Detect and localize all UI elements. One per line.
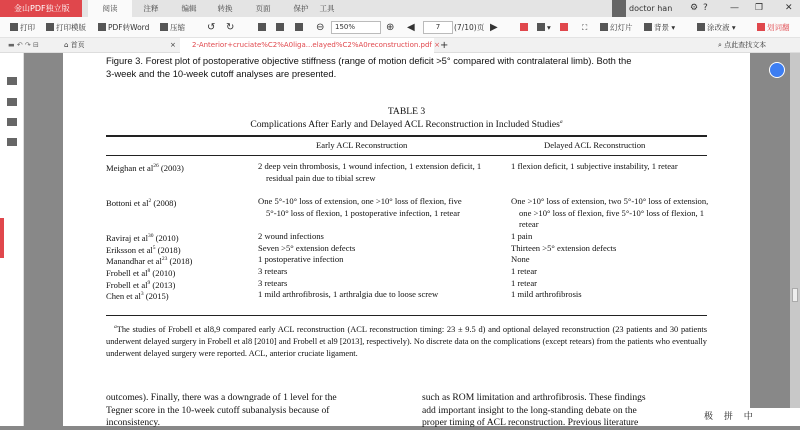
annotation-icon[interactable]: [7, 118, 17, 126]
table-cell-delayed: One >10° loss of extension, two 5°-10° loss of extension, one >10° loss of flexion, five 5°-10° loss of flexion, 1 retear: [511, 196, 709, 230]
study-year: (2013): [150, 279, 176, 290]
tab-home-label: 首页: [70, 41, 85, 49]
menu-tools[interactable]: 工具: [319, 4, 335, 13]
table-cell-delayed: 1 pain: [511, 231, 533, 241]
study-year: (2018): [155, 244, 181, 255]
table-cell-early: 1 mild arthrofibrosis, 1 arthralgia due to loose screw: [258, 289, 439, 299]
background-label: 背景: [654, 23, 669, 32]
menu-read[interactable]: 阅读: [88, 0, 132, 17]
word-icon: [98, 23, 106, 31]
figure-caption-cont: 3-week and the 10-week cutoff analyses are presented.: [106, 68, 337, 79]
table-cell-delayed: Thirteen >5° extension defects: [511, 243, 617, 253]
column-header-early: Early ACL Reconstruction: [316, 140, 408, 150]
prev-page-icon[interactable]: ◀: [407, 22, 415, 33]
red-page-icon[interactable]: [520, 17, 530, 38]
fit-width-icon[interactable]: [276, 17, 286, 38]
compress-button[interactable]: [160, 17, 185, 38]
table-bottom-rule: [106, 315, 707, 316]
vertical-scrollbar[interactable]: [790, 53, 800, 426]
app-brand-menu[interactable]: 金山PDF独立版: [0, 0, 82, 17]
body-right-line: add important insight to the long-standing debate on the: [422, 404, 637, 416]
zoom-in-icon[interactable]: ⊕: [386, 22, 395, 33]
table-top-rule: [106, 135, 707, 137]
table-cell-early: 2 deep vein thrombosis, 1 wound infection, 1 extension deficit, 1 residual pain due to tibial screw: [258, 161, 482, 183]
rotate-left-icon[interactable]: ↺: [207, 22, 216, 33]
zoom-out-icon[interactable]: ⊖: [316, 22, 325, 33]
study-year: (2008): [151, 197, 177, 208]
table-footnote: [106, 322, 707, 360]
study-name: Meighan et al: [106, 162, 154, 173]
title-bar: [0, 0, 800, 17]
settings-icon[interactable]: ⚙: [690, 3, 699, 13]
eraser-label: 涂改液: [707, 23, 730, 32]
next-page-icon[interactable]: ▶: [490, 22, 498, 33]
slideshow-button[interactable]: [600, 17, 633, 38]
body-right-column: [422, 392, 646, 430]
study-name: Bottoni et al: [106, 197, 149, 208]
print-label: 打印: [20, 23, 35, 32]
study-ref: 8: [147, 268, 151, 274]
page-number-input[interactable]: 7: [423, 21, 453, 34]
menu-page[interactable]: 页面: [255, 4, 271, 13]
print-template-button[interactable]: [46, 17, 86, 38]
close-home-tab-icon[interactable]: ×: [170, 41, 176, 49]
pdf-page: [63, 53, 750, 426]
column-header-delayed: Delayed ACL Reconstruction: [544, 140, 646, 150]
rotate-right-icon[interactable]: ↻: [226, 22, 235, 33]
open-folder-icon[interactable]: ▬ ↶ ↷ ⊟: [8, 41, 39, 49]
study-year: (2010): [153, 232, 179, 243]
table-cell-early: Seven >5° extension defects: [258, 243, 356, 253]
convert-icon[interactable]: [7, 138, 17, 146]
translate-label: 划词翻: [767, 23, 790, 32]
table-row-study: [106, 289, 256, 302]
table-cell-delayed: 1 retear: [511, 278, 537, 288]
body-right-line: such as ROM limitation and arthrofibrosis. These findings: [422, 392, 646, 403]
continuous-icon[interactable]: [560, 17, 570, 38]
study-name: Frobell et al: [106, 267, 148, 278]
page-total: (7/10)页: [454, 23, 485, 32]
minimize-icon[interactable]: —: [730, 3, 739, 13]
fullscreen-icon[interactable]: ⛶: [582, 23, 588, 32]
menu-protect[interactable]: 保护: [293, 4, 309, 13]
table-row-study: [106, 161, 256, 174]
table-cell-delayed: None: [511, 254, 530, 264]
tab-home[interactable]: ⌂ 首页: [64, 41, 85, 49]
tab-document[interactable]: [180, 38, 440, 53]
double-page-icon[interactable]: ▾: [537, 17, 551, 38]
study-year: (2015): [143, 290, 169, 301]
figure-caption: Figure 3. Forest plot of postoperative objective stiffness (range of motion deficit >5° compared with contralateral limb). Both the: [106, 55, 632, 66]
body-left-line: outcomes). Finally, there was a downgrade of 1 level for the: [106, 392, 337, 403]
study-name: Chen et al: [106, 290, 141, 301]
study-name: Frobell et al: [106, 279, 148, 290]
close-window-icon[interactable]: ✕: [785, 3, 793, 13]
study-ref: 2: [148, 198, 152, 204]
user-name[interactable]: doctor han: [629, 4, 673, 13]
pdf-to-word-button[interactable]: [98, 17, 149, 38]
table-cell-early: One 5°-10° loss of extension, one >10° loss of flexion, five 5°-10° loss of flexion, 1 postoperative infection, 1 retear: [258, 196, 462, 218]
sidebar-expand-handle[interactable]: [0, 218, 4, 258]
new-tab-icon[interactable]: +: [440, 40, 449, 51]
fit-page-icon[interactable]: [295, 17, 305, 38]
eraser-button[interactable]: 涂改液 ▾: [697, 17, 736, 38]
table-row-study: [106, 196, 256, 209]
table-cell-delayed: 1 flexion deficit, 1 subjective instability, 1 retear: [511, 161, 678, 171]
print-template-label: 打印模版: [56, 23, 86, 32]
search-text-label: 点此查找文本: [724, 41, 767, 49]
table-cell-early: 1 postoperative infection: [258, 254, 344, 264]
body-right-line: proper timing of ACL reconstruction. Previous literature: [422, 417, 639, 428]
help-icon[interactable]: ?: [703, 3, 708, 13]
menu-convert[interactable]: 转换: [217, 4, 233, 13]
table-header-rule: [106, 155, 707, 156]
study-year: (2003): [158, 162, 184, 173]
translate-button[interactable]: [757, 17, 790, 38]
tab-document-label: 2-Anterior+cruciate%C2%A0liga...elayed%C2%A0reconstruction.pdf: [192, 41, 432, 49]
table-cell-early: 2 wound infections: [258, 231, 324, 241]
search-text-button[interactable]: ⌕ 点此查找文本: [718, 41, 767, 49]
background-button[interactable]: 背景 ▾: [644, 17, 675, 38]
study-name: Manandhar et al: [106, 255, 162, 266]
study-name: Eriksson et al: [106, 244, 153, 255]
table-cell-delayed: 1 mild arthrofibrosis: [511, 289, 582, 299]
study-year: (2018): [167, 255, 193, 266]
study-ref: 30: [148, 233, 154, 239]
slideshow-icon: [600, 23, 608, 31]
study-ref: 5: [152, 245, 156, 251]
study-ref: 26: [153, 163, 159, 169]
toolbar: [0, 17, 800, 38]
menu-annotate[interactable]: 注释: [143, 4, 159, 13]
study-year: (2010): [150, 267, 176, 278]
slideshow-label: 幻灯片: [610, 23, 633, 32]
tab-bar: [0, 38, 800, 53]
avatar[interactable]: [612, 0, 626, 17]
outline-icon[interactable]: [7, 77, 17, 85]
thumbnails-icon[interactable]: [7, 98, 17, 106]
background-icon: [644, 23, 652, 31]
compress-icon: [160, 23, 168, 31]
table-title-text: Complications After Early and Delayed ACL Reconstruction in Included Studies: [250, 119, 560, 131]
template-icon: [46, 23, 54, 31]
study-ref: 23: [161, 256, 168, 262]
table-label: TABLE 3: [387, 106, 426, 117]
table-cell-early: 3 retears: [258, 278, 288, 288]
restore-icon[interactable]: ❐: [755, 3, 764, 13]
close-tab-icon[interactable]: ×: [434, 41, 440, 49]
footnote-mark: a: [114, 324, 117, 330]
menu-edit[interactable]: 编辑: [181, 4, 197, 13]
footnote-text: The studies of Frobell et al8,9 compared early ACL reconstruction (ACL reconstruction timing: 23 ± 9.5 d) and optional delayed reconstruction (23 patients and 30 patients underwent delayed surgery in Frobell et al8 [2010] and Frobell et al9 [2013], respectively). No discrete data on the complications (except retears) from the patients who eventually underwent delayed surgery were reported. ACL, anterior cruciate ligament.: [106, 324, 707, 358]
table-title-footnote-mark: a: [559, 119, 563, 125]
floating-tool-button[interactable]: [769, 62, 785, 78]
print-button[interactable]: [10, 17, 35, 38]
printer-icon: [10, 23, 18, 31]
study-ref: 9: [147, 280, 151, 286]
translate-icon: [757, 23, 765, 31]
body-left-line: inconsistency.: [106, 417, 160, 428]
body-left-line: Tegner score in the 10-week cutoff subanalysis because of: [106, 404, 330, 416]
scrollbar-thumb[interactable]: [792, 288, 798, 302]
pdf-to-word-label: PDF转Word: [108, 23, 150, 32]
ime-toolbar[interactable]: 极 拼 中: [696, 408, 800, 426]
table-title: [63, 119, 750, 130]
compress-label: 压缩: [170, 23, 185, 32]
body-left-column: [106, 392, 337, 430]
table-cell-delayed: 1 retear: [511, 266, 537, 276]
zoom-select[interactable]: 150%: [331, 21, 381, 34]
study-name: Raviraj et al: [106, 232, 148, 243]
single-page-icon[interactable]: [258, 17, 268, 38]
table-cell-early: 3 retears: [258, 266, 288, 276]
study-ref: 3: [140, 291, 144, 297]
eraser-icon: [697, 23, 705, 31]
